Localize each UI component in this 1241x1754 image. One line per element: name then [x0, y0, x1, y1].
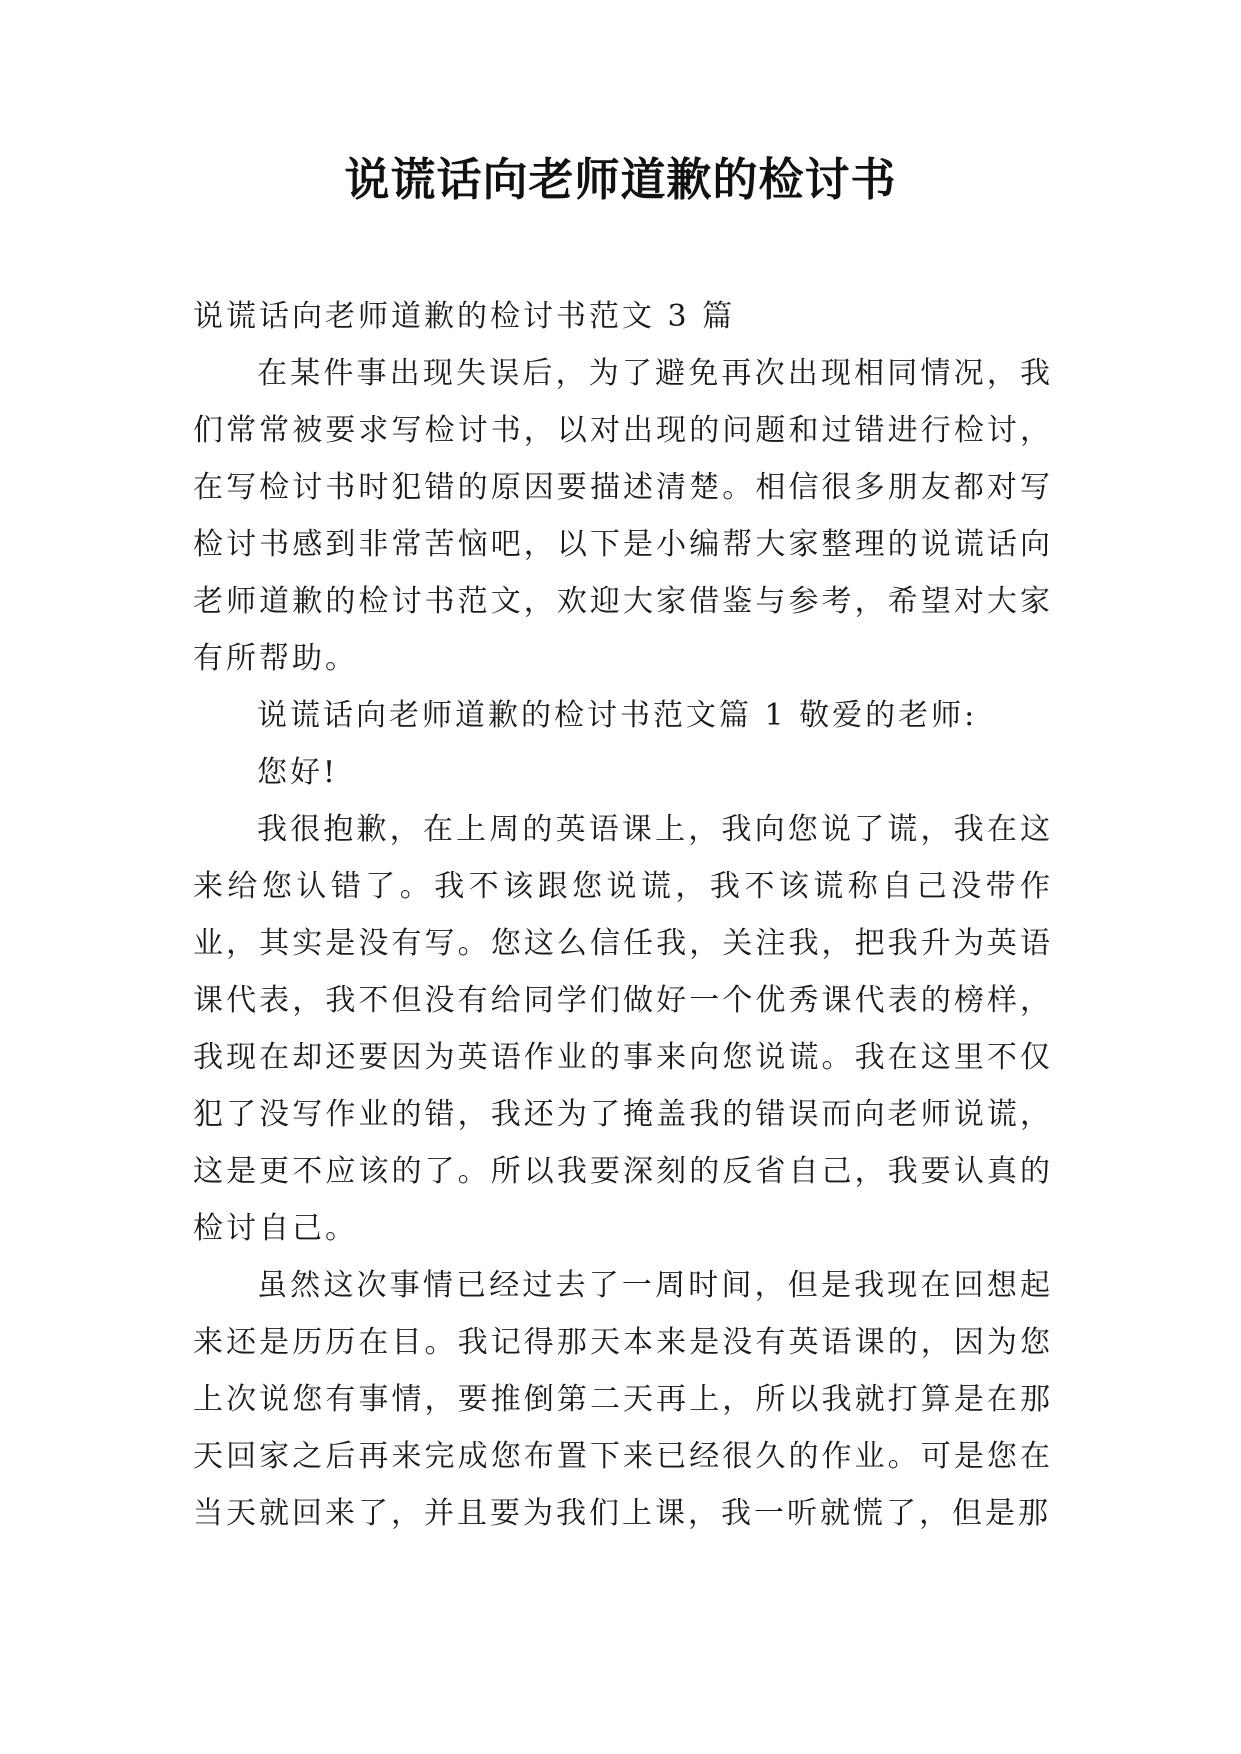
- document-title: 说谎话向老师道歉的检讨书: [344, 153, 897, 206]
- paragraph-heading-1: 说谎话向老师道歉的检讨书范文篇 1 敬爱的老师:: [257, 698, 978, 733]
- paragraph-greeting: 您好!: [257, 755, 339, 790]
- paragraph-recollection: 虽然这次事情已经过去了一周时间，但是我现在回想起来还是历历在目。我记得那天本来是没有英语课的，因为您上次说您有事情，要推倒第二天再上，所以我就打算是在那天回家之后再来完成您布置下来已经很久的作业。可是您在当天就回来了，并且要为我们上课，我一听就慌了，但是那: [193, 1268, 1053, 1531]
- document-subtitle: 说谎话向老师道歉的检讨书范文 3 篇: [193, 299, 736, 334]
- paragraph-apology: 我很抱歉，在上周的英语课上，我向您说了谎，我在这来给您认错了。我不该跟您说谎，我不该谎称自己没带作业，其实是没有写。您这么信任我，关注我，把我升为英语课代表，我不但没有给同学们做好一个优秀课代表的榜样，我现在却还要因为英语作业的事来向您说谎。我在这里不仅犯了没写作业的错，我还为了掩盖我的错误而向老师说谎，这是更不应该的了。所以我要深刻的反省自己，我要认真的检讨自己。: [193, 812, 1053, 1246]
- document-body: [193, 288, 1053, 1542]
- paragraph-intro: 在某件事出现失误后，为了避免再次出现相同情况，我们常常被要求写检讨书，以对出现的问题和过错进行检讨，在写检讨书时犯错的原因要描述清楚。相信很多朋友都对写检讨书感到非常苦恼吧，以下是小编帮大家整理的说谎话向老师道歉的检讨书范文，欢迎大家借鉴与参考，希望对大家有所帮助。: [193, 356, 1053, 676]
